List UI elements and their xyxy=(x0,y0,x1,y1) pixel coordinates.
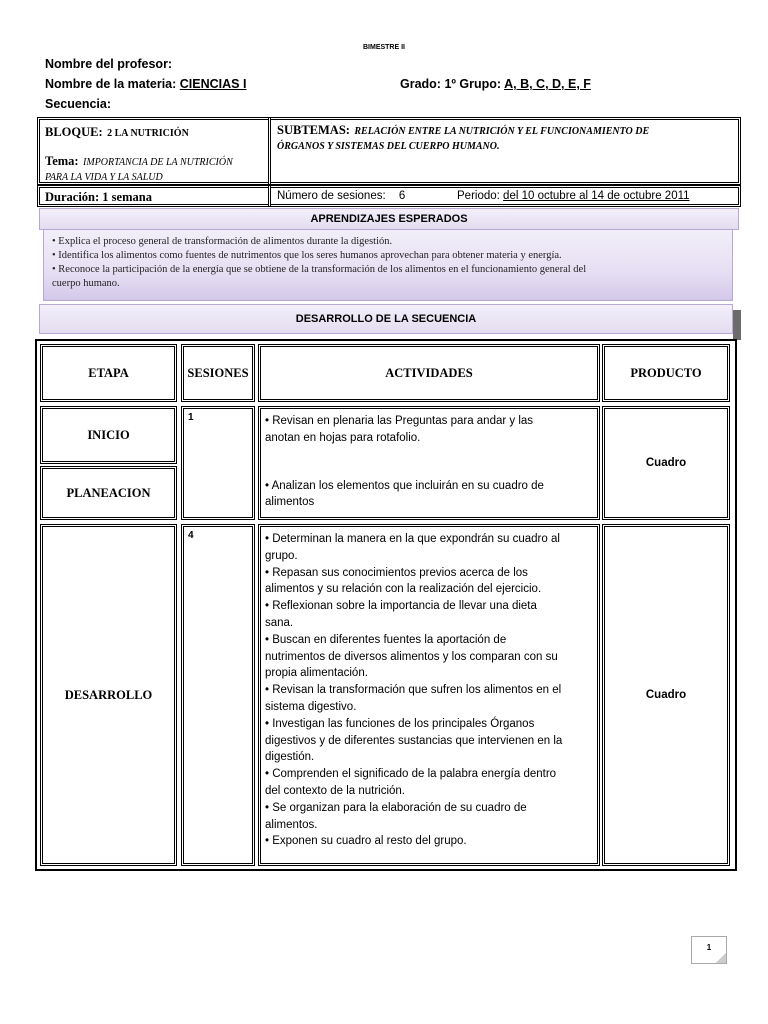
bimestre-label: BIMESTRE II xyxy=(362,44,405,51)
activity-line: • Comprenden el significado de la palabra energía dentro xyxy=(265,768,557,781)
profesor-label: Nombre del profesor: xyxy=(45,57,173,71)
secuencia-label: Secuencia: xyxy=(45,97,112,111)
tema-label: Tema: xyxy=(45,154,79,168)
sesiones-value: 6 xyxy=(398,190,406,202)
materia-row xyxy=(45,77,246,91)
activity-line: sistema digestivo. xyxy=(265,700,357,713)
activity-line: • Buscan en diferentes fuentes la aportación de xyxy=(265,633,507,646)
sesiones-periodo-box xyxy=(268,185,741,207)
activity-line: • Determinan la manera en la que expondrán su cuadro al xyxy=(265,533,560,545)
sesiones-inicio: 1 xyxy=(181,406,255,520)
tema-value-1: IMPORTANCIA DE LA NUTRICIÓN xyxy=(83,157,233,168)
duracion-label: Duración: 1 semana xyxy=(45,190,152,204)
activity-line: • Revisan en plenaria las Preguntas para andar y las xyxy=(265,415,534,427)
header-sesiones: SESIONES xyxy=(181,344,255,402)
subtemas-value-2: ÓRGANOS Y SISTEMAS DEL CUERPO HUMANO. xyxy=(277,141,500,152)
etapa-desarrollo: DESARROLLO xyxy=(40,524,177,866)
subtemas-box xyxy=(268,117,741,185)
activity-line: alimentos y su relación con la realización del ejercicio. xyxy=(265,583,542,596)
duracion-box xyxy=(37,185,271,207)
bloque-value: 2 LA NUTRICIÓN xyxy=(107,128,189,139)
page-curl-icon xyxy=(716,953,726,963)
header-producto: PRODUCTO xyxy=(602,344,730,402)
desarrollo-title: DESARROLLO DE LA SECUENCIA xyxy=(39,304,733,334)
grupo-value: A, B, C, D, E, F xyxy=(504,77,591,91)
actividades-desarrollo xyxy=(258,524,600,866)
activity-line: sana. xyxy=(265,616,294,629)
activity-line: • Analizan los elementos que incluirán en su cuadro de xyxy=(265,479,544,492)
activity-line: • Repasan sus conocimientos previos acerca de los xyxy=(265,566,528,579)
aprendizaje-item: • Explica el proceso general de transformación de alimentos durante la digestión. xyxy=(52,236,393,247)
activity-line: alimentos xyxy=(265,496,315,509)
aprendizaje-item: • Reconoce la participación de la energía que se obtiene de la transformación de los alimentos en el funcionamiento general del xyxy=(52,264,587,275)
tema-value-2: PARA LA VIDA Y LA SALUD xyxy=(45,172,163,183)
sesiones-label: Número de sesiones: xyxy=(277,190,386,202)
bloque-box xyxy=(37,117,271,185)
materia-label: Nombre de la materia: xyxy=(45,77,177,91)
etapa-inicio: INICIO xyxy=(40,406,177,464)
materia-value: CIENCIAS I xyxy=(179,77,247,91)
activity-line: grupo. xyxy=(265,549,298,562)
aprendizajes-title: APRENDIZAJES ESPERADOS xyxy=(39,208,739,230)
aprendizaje-item: • Identifica los alimentos como fuentes de nutrimentos que los seres humanos aprovechan para obtener materia y energía. xyxy=(52,250,562,261)
activity-line: del contexto de la nutrición. xyxy=(265,784,406,797)
activity-line: anotan en hojas para rotafolio. xyxy=(265,431,421,444)
activity-line: • Se organizan para la elaboración de su cuadro de xyxy=(265,801,527,814)
periodo-label: Periodo: xyxy=(457,190,500,202)
activity-line: digestivos y de diferentes sustancias que intervienen en la xyxy=(265,734,563,747)
aprendizaje-item: cuerpo humano. xyxy=(52,278,120,289)
grado-row xyxy=(400,77,591,91)
bloque-label: BLOQUE: xyxy=(45,125,103,139)
activity-line: • Investigan las funciones de los principales Órganos xyxy=(265,717,535,730)
producto-desarrollo: Cuadro xyxy=(602,524,730,866)
activity-line: propia alimentación. xyxy=(265,667,368,680)
activity-line: digestión. xyxy=(265,751,315,764)
activity-line: • Revisan la transformación que sufren los alimentos en el xyxy=(265,684,562,697)
periodo-value: del 10 octubre al 14 de octubre 2011 xyxy=(503,190,690,202)
producto-inicio: Cuadro xyxy=(602,406,730,520)
actividades-inicio xyxy=(258,406,600,520)
header-actividades: ACTIVIDADES xyxy=(258,344,600,402)
header-etapa: ETAPA xyxy=(40,344,177,402)
sesiones-desarrollo: 4 xyxy=(181,524,255,866)
aprendizajes-box xyxy=(43,229,733,301)
etapa-planeacion: PLANEACION xyxy=(40,466,177,520)
grado-label: Grado: 1º Grupo: xyxy=(400,77,502,91)
subtemas-label: SUBTEMAS: xyxy=(277,123,350,137)
band-shadow xyxy=(733,310,741,340)
activity-line: nutrimentos de diversos alimentos y los comparan con su xyxy=(265,650,558,663)
subtemas-value-1: RELACIÓN ENTRE LA NUTRICIÓN Y EL FUNCIONAMIENTO DE xyxy=(354,126,650,137)
activity-line: • Exponen su cuadro al resto del grupo. xyxy=(265,835,467,848)
activity-line: • Reflexionan sobre la importancia de llevar una dieta xyxy=(265,600,537,613)
activity-line: alimentos. xyxy=(265,818,318,831)
page-number: 1 xyxy=(691,936,727,964)
